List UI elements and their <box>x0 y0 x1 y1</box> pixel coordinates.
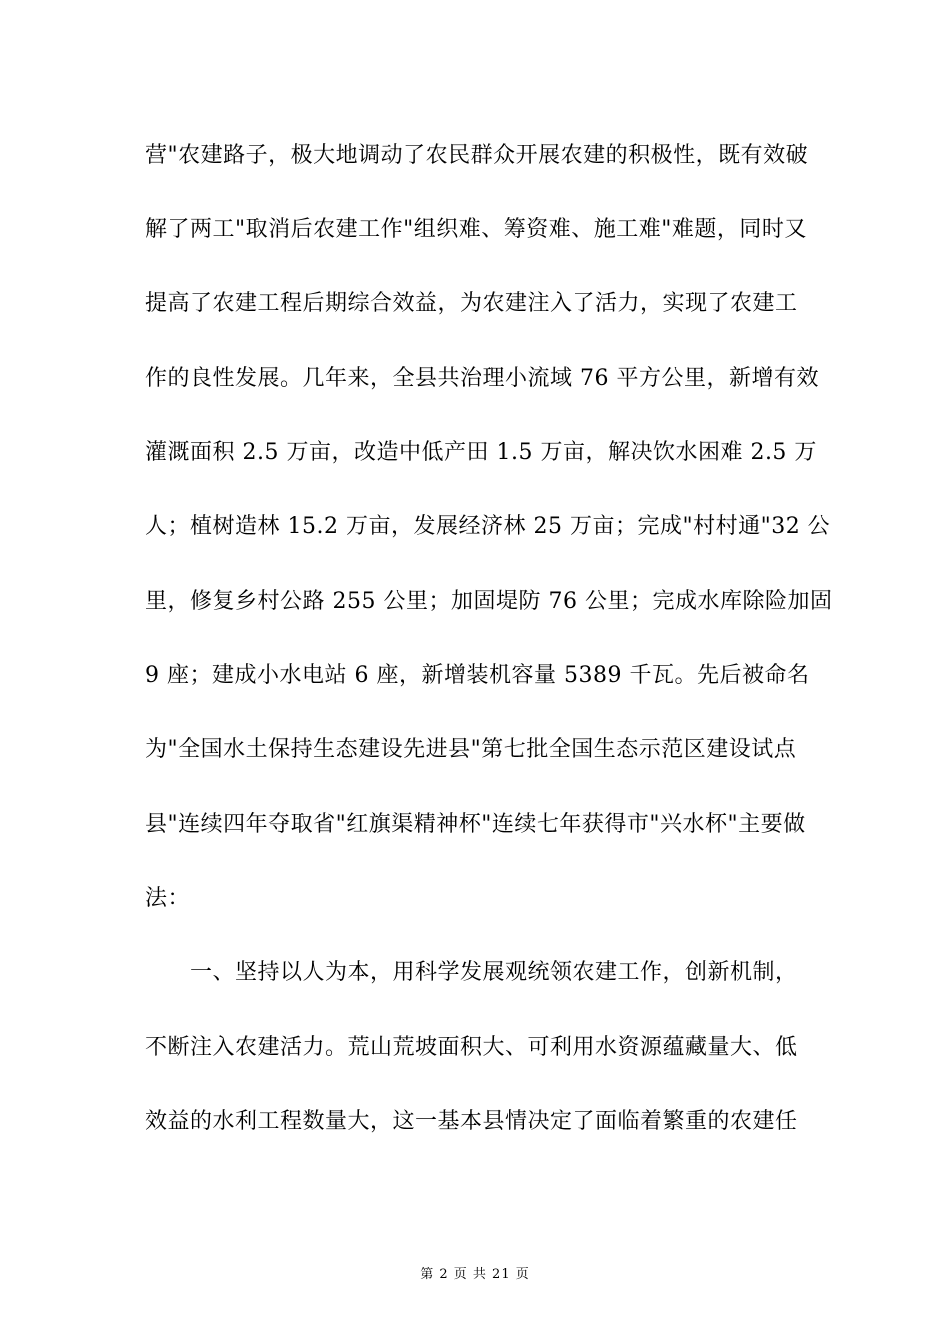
body-text-line: 作的良性发展。几年来，全县共治理小流域 76 平方公里，新增有效 <box>145 366 819 391</box>
body-text-line: 人；植树造林 15.2 万亩，发展经济林 25 万亩；完成"村村通"32 公 <box>145 514 831 539</box>
body-text-line: 法： <box>145 886 191 911</box>
body-text-line: 不断注入农建活力。荒山荒坡面积大、可利用水资源蕴藏量大、低 <box>145 1035 798 1060</box>
body-text-line: 提高了农建工程后期综合效益，为农建注入了活力，实现了农建工 <box>145 291 798 316</box>
page-number-footer: 第 2 页 共 21 页 <box>420 1267 530 1282</box>
body-text-line: 效益的水利工程数量大，这一基本县情决定了面临着繁重的农建任 <box>145 1109 798 1134</box>
body-text-line: 灌溉面积 2.5 万亩，改造中低产田 1.5 万亩，解决饮水困难 2.5 万 <box>145 440 817 465</box>
body-text-line: 营"农建路子，极大地调动了农民群众开展农建的积极性，既有效破 <box>145 143 809 168</box>
body-text-line: 里，修复乡村公路 255 公里；加固堤防 76 公里；完成水库除险加固 <box>145 589 833 614</box>
body-text-line: 为"全国水土保持生态建设先进县"第七批全国生态示范区建设试点 <box>145 737 797 762</box>
body-text-line: 解了两工"取消后农建工作"组织难、筹资难、施工难"难题，同时又 <box>145 217 807 242</box>
body-text-line: 县"连续四年夺取省"红旗渠精神杯"连续七年获得市"兴水杯"主要做 <box>145 812 806 837</box>
body-text-line: 9 座；建成小水电站 6 座，新增装机容量 5389 千瓦。先后被命名 <box>145 663 810 688</box>
paragraph-heading-line: 一、坚持以人为本，用科学发展观统领农建工作，创新机制， <box>190 960 798 985</box>
